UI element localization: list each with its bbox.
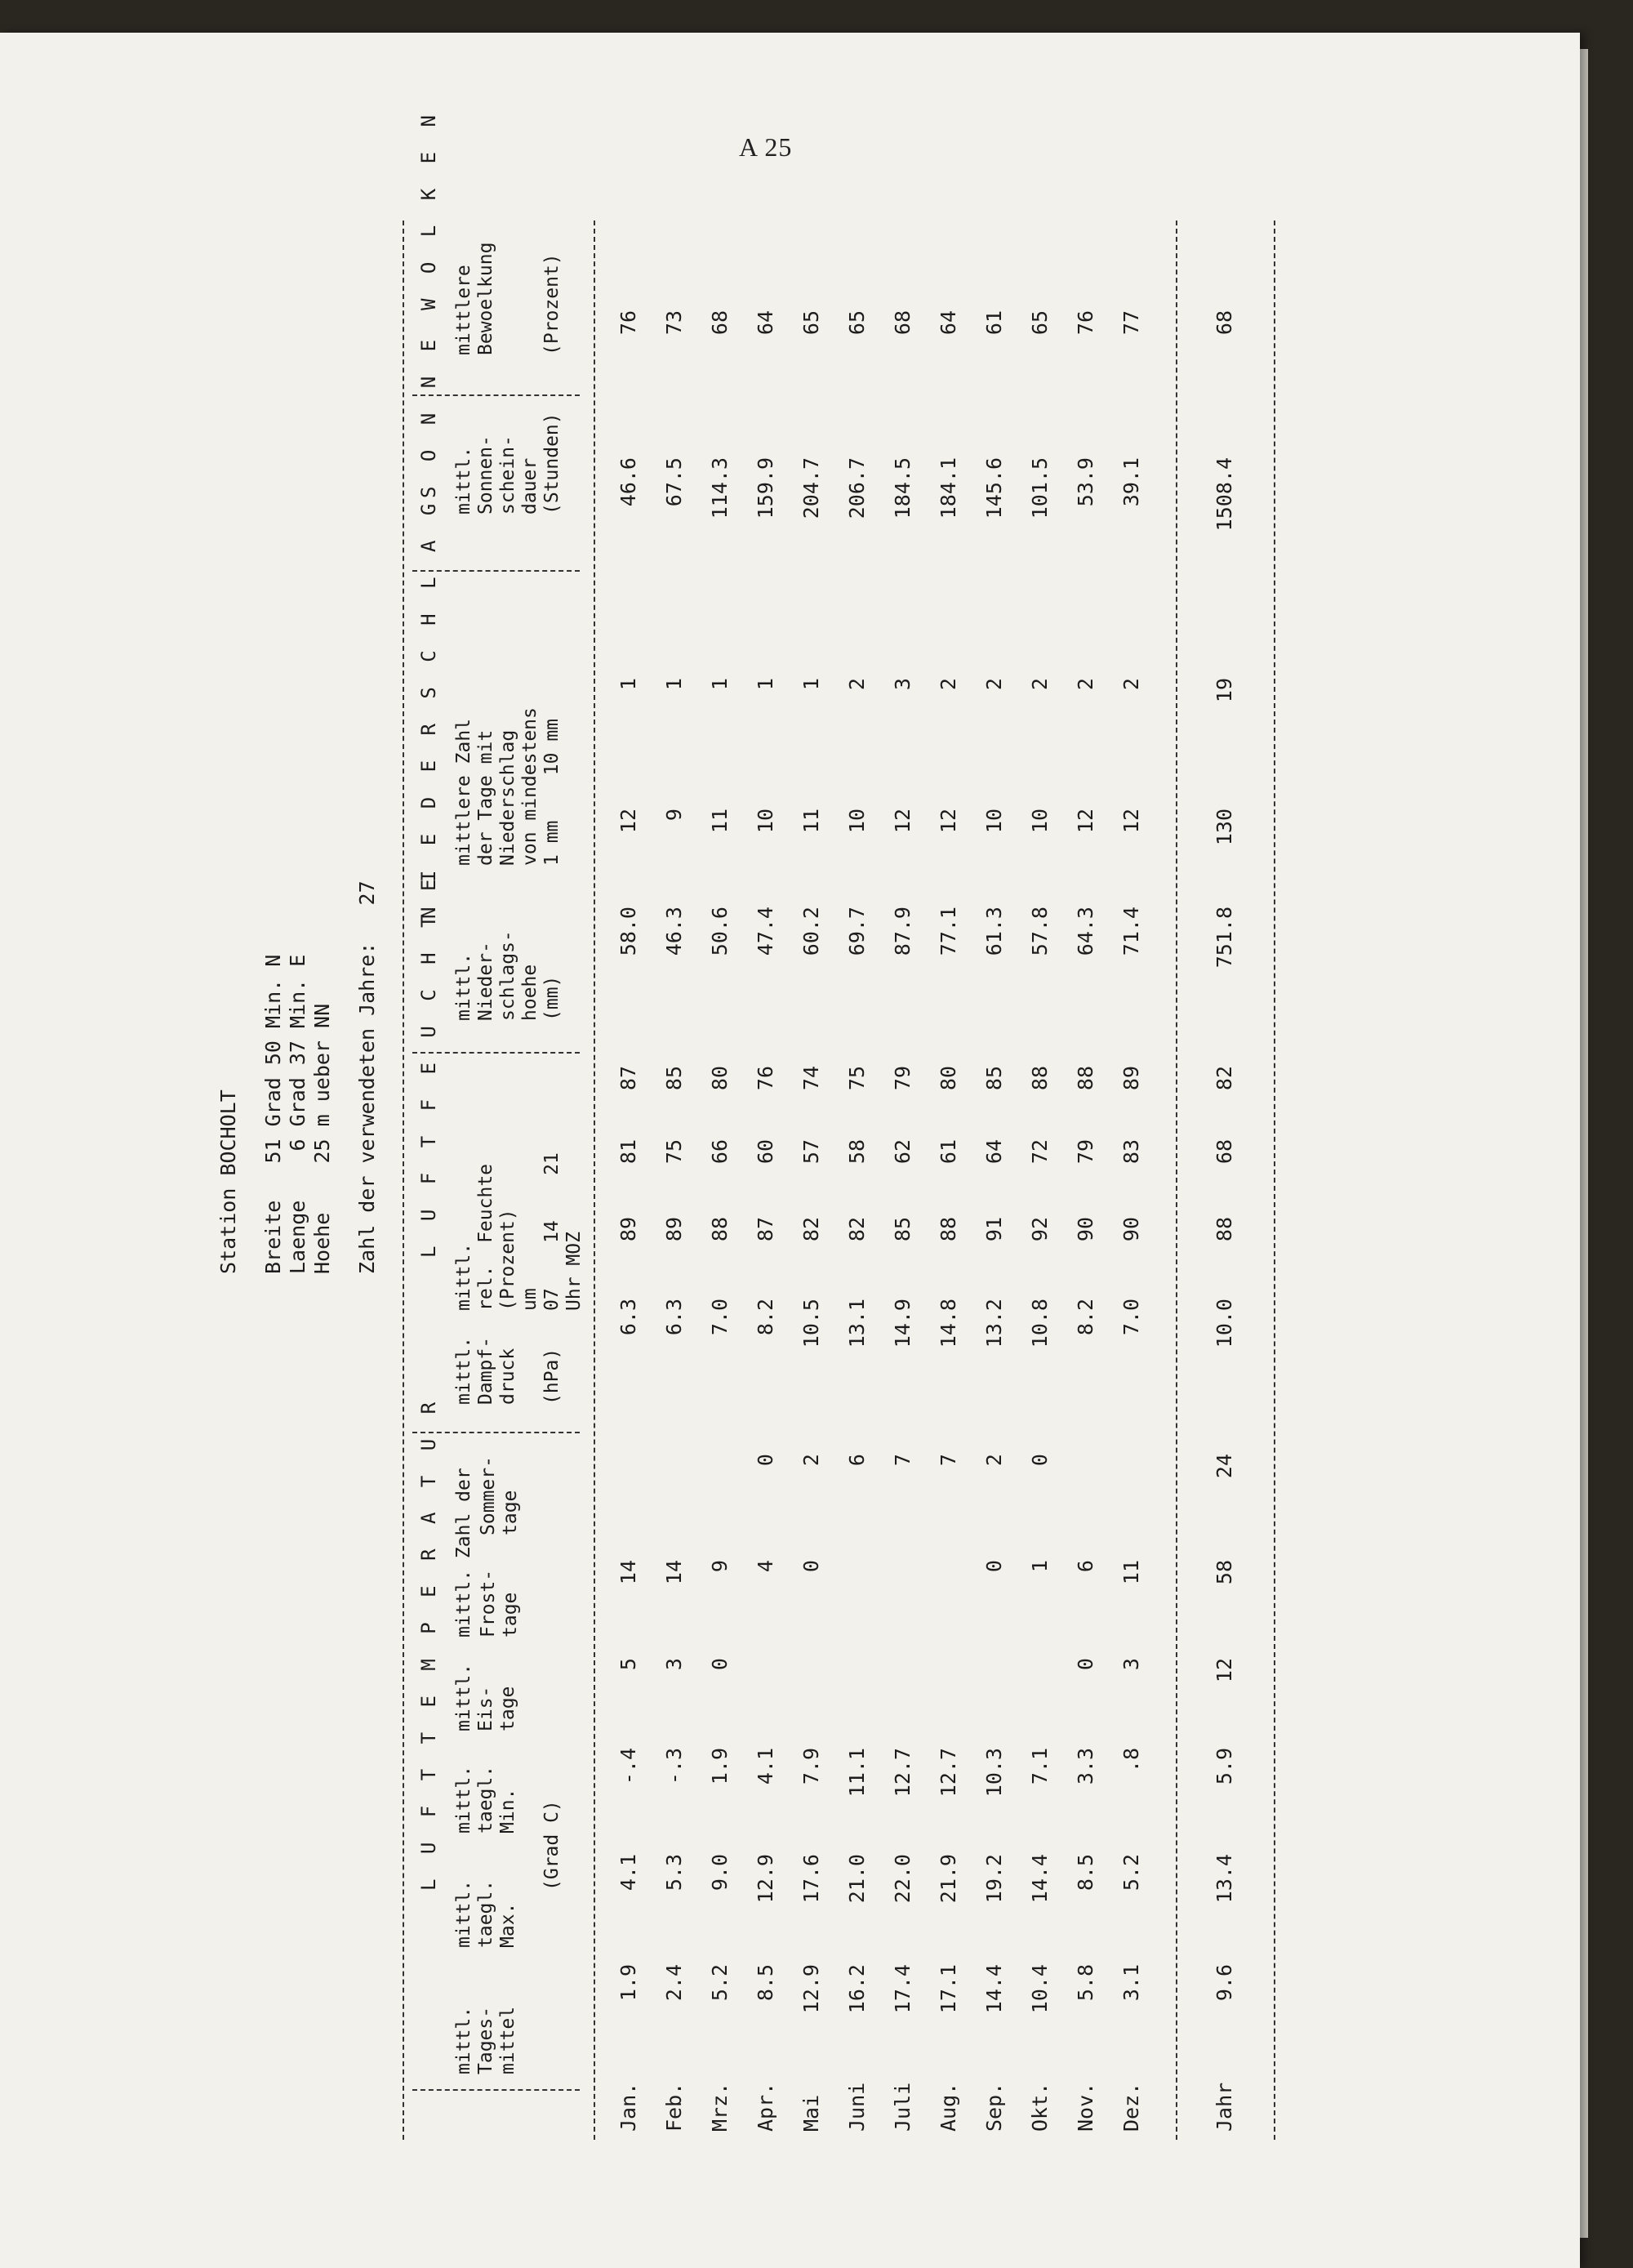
cell-nh: 71.4 [1119, 907, 1143, 956]
cell-n1: 9 [662, 809, 686, 822]
cell-nh: 47.4 [754, 907, 777, 956]
cell-min: 10.3 [982, 1748, 1006, 1798]
year-cell-r07: 88 [1213, 1217, 1236, 1242]
cell-n10: 2 [1028, 678, 1052, 691]
cell-r07: 91 [982, 1217, 1006, 1242]
cell-r14: 57 [799, 1139, 823, 1165]
cell-n1: 11 [708, 809, 732, 834]
cell-r21: 80 [708, 1066, 732, 1091]
cell-r14: 75 [662, 1139, 686, 1165]
header-nhoehe-3: hoehe [519, 964, 541, 1021]
cell-n1: 10 [845, 809, 869, 834]
cell-min: -.3 [662, 1748, 686, 1785]
cell-n1: 12 [616, 809, 640, 834]
cell-nh: 64.3 [1074, 907, 1097, 956]
cell-m: Juni [845, 2082, 869, 2132]
cell-nh: 87.9 [891, 907, 914, 956]
header-dampf-2: druck [497, 1348, 518, 1405]
cell-min: 11.1 [845, 1748, 869, 1798]
cell-frost: 11 [1119, 1560, 1143, 1585]
year-cell-nh: 751.8 [1213, 907, 1236, 969]
header-bewoelk-0: mittlere [453, 265, 474, 355]
header-sonnen-0: mittl. [453, 446, 474, 515]
cell-wol: 64 [754, 310, 777, 336]
year-cell-r14: 68 [1213, 1139, 1236, 1165]
cell-tm: 17.1 [937, 1964, 960, 2014]
cell-r21: 88 [1028, 1066, 1052, 1091]
cell-max: 5.3 [662, 1854, 686, 1891]
cell-min: 7.1 [1028, 1748, 1052, 1785]
cell-frost: 0 [982, 1560, 1006, 1573]
cell-r14: 64 [982, 1139, 1006, 1165]
cell-frost: 14 [662, 1560, 686, 1585]
header-tagesmittel-1: Tages- [475, 2006, 496, 2074]
header-ntage-1: der Tage mit [475, 729, 496, 866]
cell-m: Nov. [1074, 2082, 1097, 2132]
group-niederschlag: N I E D E R S C H L A G [417, 497, 440, 919]
header-max-0: mittl. [453, 1879, 474, 1948]
header-relf-3: um [519, 1288, 541, 1311]
cell-frost: 6 [1074, 1560, 1097, 1573]
header-tagesmittel-2: mittel [497, 2006, 518, 2074]
cell-m: Okt. [1028, 2082, 1052, 2132]
cell-r07: 82 [799, 1217, 823, 1242]
cell-eis: 3 [1119, 1658, 1143, 1671]
document-page [0, 33, 1580, 2268]
cell-r21: 80 [937, 1066, 960, 1091]
header-zahl-der: mittl. Zahl der [453, 1468, 474, 1638]
rule-top [403, 221, 404, 2140]
year-cell-min: 5.9 [1213, 1748, 1236, 1785]
header-ntage-4: 1 mm 10 mm [541, 718, 563, 866]
cell-max: 19.2 [982, 1854, 1006, 1904]
year-cell-n1: 130 [1213, 809, 1236, 846]
cell-tm: 5.8 [1074, 1964, 1097, 2002]
header-nhoehe-2: schlags- [497, 930, 518, 1021]
cell-r21: 88 [1074, 1066, 1097, 1091]
cell-min: -.4 [616, 1748, 640, 1785]
cell-max: 21.9 [937, 1854, 960, 1904]
header-ntage-3: von mindestens [519, 707, 541, 866]
cell-dampf: 10.8 [1028, 1299, 1052, 1348]
cell-r14: 61 [937, 1139, 960, 1165]
rule-before-year [1176, 221, 1177, 2140]
cell-eis: 0 [708, 1658, 732, 1671]
cell-m: Dez. [1119, 2082, 1143, 2132]
cell-r21: 87 [616, 1066, 640, 1091]
cell-dampf: 13.1 [845, 1299, 869, 1348]
cell-r07: 88 [937, 1217, 960, 1242]
cell-nh: 61.3 [982, 907, 1006, 956]
cell-max: 5.2 [1119, 1854, 1143, 1891]
cell-r21: 76 [754, 1066, 777, 1091]
cell-max: 8.5 [1074, 1854, 1097, 1891]
cell-r14: 62 [891, 1139, 914, 1165]
cell-m: Aug. [937, 2082, 960, 2132]
cell-r14: 58 [845, 1139, 869, 1165]
cell-wol: 65 [845, 310, 869, 336]
group-separator [412, 394, 580, 396]
cell-n1: 11 [799, 809, 823, 834]
header-relf-2: (Prozent) [497, 1209, 518, 1311]
cell-som: 2 [799, 1454, 823, 1467]
year-cell-som: 24 [1213, 1454, 1236, 1479]
header-dampf-1: Dampf- [475, 1336, 496, 1405]
cell-dampf: 7.0 [708, 1299, 732, 1336]
cell-tm: 17.4 [891, 1964, 914, 2014]
header-sommer-1: tage [500, 1490, 521, 1535]
cell-r21: 79 [891, 1066, 914, 1091]
rule-header [594, 221, 595, 2140]
cell-tm: 1.9 [616, 1964, 640, 2002]
cell-son: 101.5 [1028, 457, 1052, 519]
cell-min: 7.9 [799, 1748, 823, 1785]
header-dampf-0: mittl. [453, 1336, 474, 1405]
cell-m: Mrz. [708, 2082, 732, 2132]
cell-tm: 2.4 [662, 1964, 686, 2002]
cell-r21: 75 [845, 1066, 869, 1091]
header-relf-5: Uhr MOZ [563, 1232, 585, 1311]
cell-n10: 1 [708, 678, 732, 691]
year-cell-dampf: 10.0 [1213, 1299, 1236, 1348]
cell-max: 17.6 [799, 1854, 823, 1904]
header-grad-c: (Grad C) [541, 1800, 563, 1891]
header-ntage-2: Niederschlag [497, 729, 518, 866]
cell-wol: 64 [937, 310, 960, 336]
cell-tm: 16.2 [845, 1964, 869, 2014]
cell-n10: 2 [1119, 678, 1143, 691]
cell-dampf: 6.3 [616, 1299, 640, 1336]
cell-dampf: 7.0 [1119, 1299, 1143, 1336]
year-cell-eis: 12 [1213, 1658, 1236, 1683]
cell-wol: 76 [1074, 310, 1097, 336]
cell-wol: 65 [799, 310, 823, 336]
year-cell-wol: 68 [1213, 310, 1236, 336]
station-line-laenge: Laenge 6 Grad 37 Min. E [286, 954, 309, 1274]
cell-son: 184.5 [891, 457, 914, 519]
header-eis-2: tage [497, 1686, 518, 1731]
cell-nh: 77.1 [937, 907, 960, 956]
header-sonnen-4: (Stunden) [541, 412, 563, 515]
station-line-breite: Breite 51 Grad 50 Min. N [261, 954, 285, 1274]
cell-som: 7 [937, 1454, 960, 1467]
cell-son: 53.9 [1074, 457, 1097, 507]
cell-r07: 88 [708, 1217, 732, 1242]
cell-frost: 14 [616, 1560, 640, 1585]
page-number: A 25 [739, 132, 793, 162]
header-bewoelk-4: (Prozent) [541, 253, 563, 355]
cell-n10: 1 [616, 678, 640, 691]
header-relf-4: 07 14 21 [541, 1152, 563, 1311]
cell-min: 12.7 [937, 1748, 960, 1798]
cell-m: Feb. [662, 2082, 686, 2132]
cell-n10: 2 [1074, 678, 1097, 691]
header-sommer-0: Sommer- [478, 1456, 499, 1535]
cell-som: 7 [891, 1454, 914, 1467]
cell-n1: 12 [1119, 809, 1143, 834]
year-cell-son: 1508.4 [1213, 457, 1236, 532]
cell-n1: 10 [754, 809, 777, 834]
cell-m: Jan. [616, 2082, 640, 2132]
cell-eis: 3 [662, 1658, 686, 1671]
cell-son: 206.7 [845, 457, 869, 519]
year-cell-max: 13.4 [1213, 1854, 1236, 1904]
cell-max: 4.1 [616, 1854, 640, 1891]
cell-wol: 68 [891, 310, 914, 336]
cell-m: Mai [799, 2094, 823, 2132]
cell-son: 159.9 [754, 457, 777, 519]
cell-tm: 8.5 [754, 1964, 777, 2002]
header-tagesmittel-0: mittl. [453, 2006, 474, 2074]
cell-eis: 0 [1074, 1658, 1097, 1671]
cell-r21: 85 [662, 1066, 686, 1091]
cell-dampf: 8.2 [1074, 1299, 1097, 1336]
cell-min: 12.7 [891, 1748, 914, 1798]
cell-wol: 73 [662, 310, 686, 336]
header-relf-0: mittl. [453, 1242, 474, 1311]
cell-nh: 50.6 [708, 907, 732, 956]
cell-frost: 1 [1028, 1560, 1052, 1573]
cell-r07: 92 [1028, 1217, 1052, 1242]
header-frost-1: tage [500, 1592, 521, 1638]
cell-dampf: 10.5 [799, 1299, 823, 1348]
header-bewoelk-1: Bewoelkung [475, 242, 496, 355]
header-ntage-0: mittlere Zahl [453, 718, 474, 866]
cell-som: 2 [982, 1454, 1006, 1467]
cell-n1: 10 [982, 809, 1006, 834]
header-sonnen-3: dauer [519, 457, 541, 515]
cell-nh: 69.7 [845, 907, 869, 956]
cell-tm: 10.4 [1028, 1964, 1052, 2014]
cell-tm: 5.2 [708, 1964, 732, 2002]
header-nhoehe-0: mittl. [453, 952, 474, 1021]
cell-n10: 1 [754, 678, 777, 691]
header-max-1: taegl. [475, 1879, 496, 1948]
year-cell-m: Jahr [1213, 2082, 1236, 2132]
station-title: Station BOCHOLT [216, 1089, 240, 1274]
cell-nh: 58.0 [616, 907, 640, 956]
cell-tm: 12.9 [799, 1964, 823, 2014]
cell-wol: 76 [616, 310, 640, 336]
cell-son: 46.6 [616, 457, 640, 507]
cell-wol: 77 [1119, 310, 1143, 336]
cell-m: Juli [891, 2082, 914, 2132]
cell-m: Apr. [754, 2082, 777, 2132]
cell-som: 6 [845, 1454, 869, 1467]
cell-r07: 89 [616, 1217, 640, 1242]
cell-wol: 65 [1028, 310, 1052, 336]
cell-son: 114.3 [708, 457, 732, 519]
header-relf-1: rel. Feuchte [475, 1163, 496, 1311]
cell-n1: 10 [1028, 809, 1052, 834]
cell-son: 184.1 [937, 457, 960, 519]
cell-r21: 85 [982, 1066, 1006, 1091]
cell-max: 14.4 [1028, 1854, 1052, 1904]
cell-dampf: 13.2 [982, 1299, 1006, 1348]
cell-min: 4.1 [754, 1748, 777, 1785]
year-cell-frost: 58 [1213, 1560, 1236, 1585]
group-separator [412, 1052, 580, 1054]
cell-son: 204.7 [799, 457, 823, 519]
header-sonnen-1: Sonnen- [475, 435, 496, 515]
cell-max: 12.9 [754, 1854, 777, 1904]
cell-dampf: 6.3 [662, 1299, 686, 1336]
cell-n1: 12 [937, 809, 960, 834]
rule-bottom [1274, 221, 1275, 2140]
cell-r14: 83 [1119, 1139, 1143, 1165]
cell-son: 39.1 [1119, 457, 1143, 507]
cell-nh: 46.3 [662, 907, 686, 956]
cell-min: 3.3 [1074, 1748, 1097, 1785]
header-max-2: Max. [497, 1902, 518, 1948]
cell-r07: 90 [1119, 1217, 1143, 1242]
group-wolken: W O L K E N [417, 109, 440, 310]
cell-m: Sep. [982, 2082, 1006, 2132]
cell-r21: 74 [799, 1066, 823, 1091]
header-eis-0: mittl. [453, 1663, 474, 1731]
cell-frost: 0 [799, 1560, 823, 1573]
cell-son: 67.5 [662, 457, 686, 507]
cell-r21: 89 [1119, 1066, 1143, 1091]
cell-frost: 4 [754, 1560, 777, 1573]
cell-max: 22.0 [891, 1854, 914, 1904]
cell-wol: 68 [708, 310, 732, 336]
cell-dampf: 14.8 [937, 1299, 960, 1348]
station-line-hoehe: Hoehe 25 m ueber NN [310, 1003, 334, 1274]
year-cell-r21: 82 [1213, 1066, 1236, 1091]
cell-son: 145.6 [982, 457, 1006, 519]
cell-min: .8 [1119, 1748, 1143, 1773]
header-dampf-4: (hPa) [541, 1348, 563, 1405]
year-cell-tm: 9.6 [1213, 1964, 1236, 2002]
group-separator [412, 2089, 580, 2091]
cell-n10: 1 [799, 678, 823, 691]
cell-tm: 3.1 [1119, 1964, 1143, 2002]
cell-r07: 87 [754, 1217, 777, 1242]
header-eis-1: Eis- [475, 1686, 496, 1731]
cell-max: 9.0 [708, 1854, 732, 1891]
cell-min: 1.9 [708, 1748, 732, 1785]
group-separator [412, 570, 580, 572]
year-cell-n10: 19 [1213, 678, 1236, 703]
cell-n10: 3 [891, 678, 914, 691]
cell-frost: 9 [708, 1560, 732, 1573]
group-sonne: S O N N E [417, 332, 440, 498]
header-frost-0: Frost- [478, 1569, 499, 1638]
cell-n10: 1 [662, 678, 686, 691]
header-nhoehe-4: (mm) [541, 975, 563, 1021]
cell-r14: 72 [1028, 1139, 1052, 1165]
group-lufttemperatur: L U F T T E M P E R A T U R [417, 1395, 440, 1891]
cell-max: 21.0 [845, 1854, 869, 1904]
cell-r14: 79 [1074, 1139, 1097, 1165]
cell-nh: 60.2 [799, 907, 823, 956]
group-separator [412, 1432, 580, 1433]
header-sonnen-2: schein- [497, 435, 518, 515]
cell-n10: 2 [982, 678, 1006, 691]
cell-r14: 81 [616, 1139, 640, 1165]
cell-dampf: 14.9 [891, 1299, 914, 1348]
cell-r07: 90 [1074, 1217, 1097, 1242]
cell-r14: 60 [754, 1139, 777, 1165]
cell-nh: 57.8 [1028, 907, 1052, 956]
years-label: Zahl der verwendeten Jahre: 27 [355, 880, 379, 1274]
header-min-0: mittl. [453, 1765, 474, 1834]
cell-r07: 85 [891, 1217, 914, 1242]
cell-som: 0 [754, 1454, 777, 1467]
cell-wol: 61 [982, 310, 1006, 336]
cell-n1: 12 [1074, 809, 1097, 834]
cell-n10: 2 [845, 678, 869, 691]
cell-n10: 2 [937, 678, 960, 691]
cell-n1: 12 [891, 809, 914, 834]
header-min-1: taegl. [475, 1765, 496, 1834]
cell-r07: 89 [662, 1217, 686, 1242]
header-nhoehe-1: Nieder- [475, 942, 496, 1021]
cell-dampf: 8.2 [754, 1299, 777, 1336]
group-luftfeuchte: L U F T F E U C H T E [417, 872, 440, 1258]
cell-r07: 82 [845, 1217, 869, 1242]
cell-r14: 66 [708, 1139, 732, 1165]
cell-eis: 5 [616, 1658, 640, 1671]
cell-som: 0 [1028, 1454, 1052, 1467]
cell-tm: 14.4 [982, 1964, 1006, 2014]
header-min-2: Min. [497, 1788, 518, 1834]
